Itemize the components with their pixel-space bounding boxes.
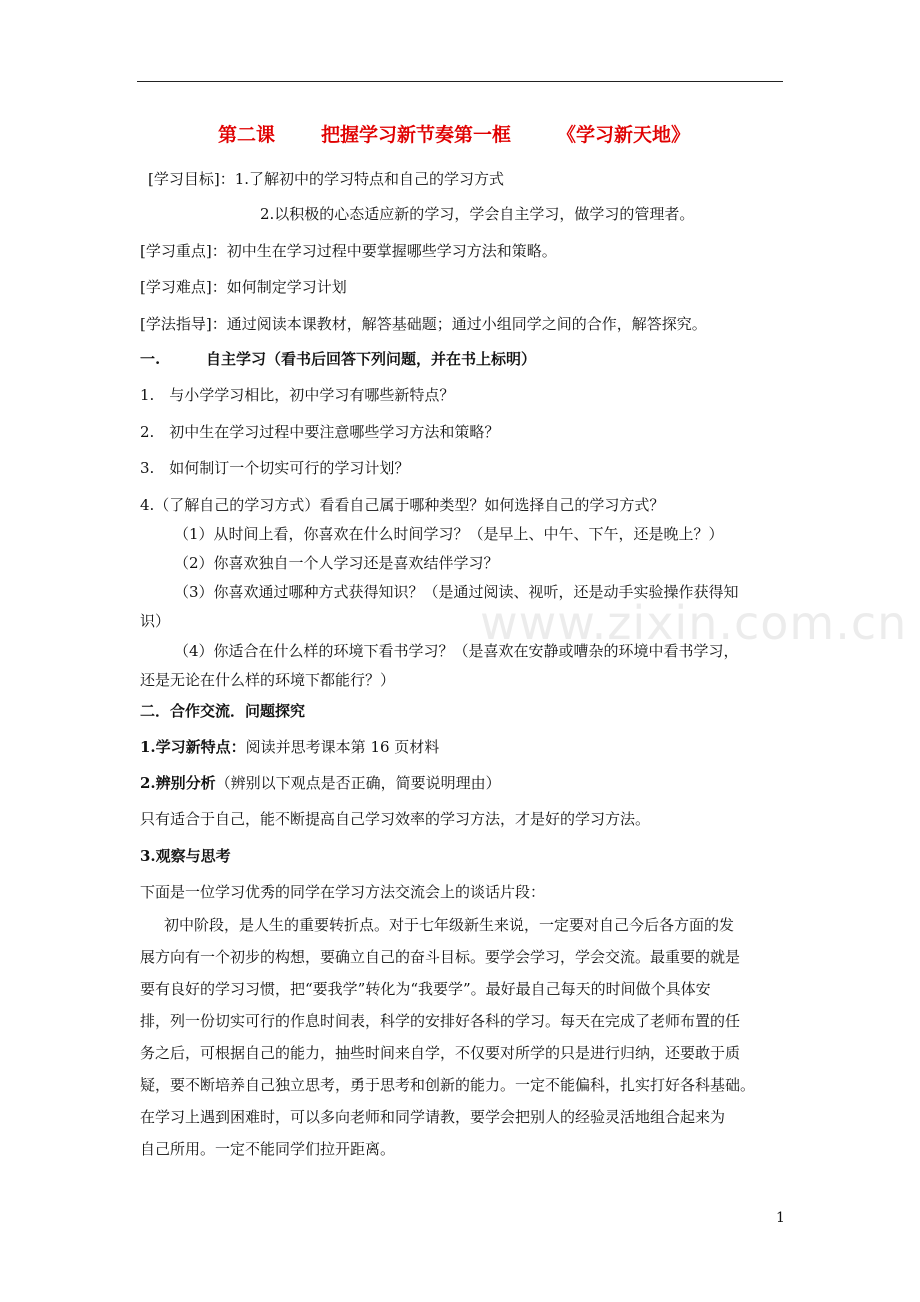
objectives-line-1 xyxy=(148,168,504,190)
passage-line-6: 疑，要不断培养自己独立思考，勇于思考和创新的能力。一定不能偏科，扎实打好各科基础。 xyxy=(140,1076,756,1094)
key-points-text: 初中生在学习过程中要掌握哪些学习方法和策略。 xyxy=(226,242,557,260)
question-4: 4.（了解自己的学习方式）看看自己属于哪种类型？如何选择自己的学习方式？ xyxy=(140,496,665,514)
objectives-item-1: 1.了解初中的学习特点和自己的学习方式 xyxy=(234,170,505,188)
section2-heading: 二．合作交流．问题探究 xyxy=(140,702,306,720)
sub-question-4-line-2: 还是无论在什么样的环境下都能行？） xyxy=(140,671,396,689)
sub-question-2: （2）你喜欢独自一个人学习还是喜欢结伴学习？ xyxy=(174,554,499,572)
section1-heading xyxy=(140,348,536,370)
item-2-label: 2.辨别分析 xyxy=(140,774,216,792)
passage-line-7: 在学习上遇到困难时，可以多向老师和同学请教，要学会把别人的经验灵活地组合起来为 xyxy=(140,1108,726,1126)
sub-question-3-line-1: （3）你喜欢通过哪种方式获得知识？（是通过阅读、视听，还是动手实验操作获得知 xyxy=(174,583,739,601)
objectives-item-2: 2.以积极的心态适应新的学习，学会自主学习，做学习的管理者。 xyxy=(260,205,695,223)
question-2: 2. 初中生在学习过程中要注意哪些学习方法和策略？ xyxy=(140,423,500,441)
key-points xyxy=(140,240,557,262)
header-rule xyxy=(137,81,783,82)
passage-line-2: 展方向有一个初步的构想，要确立自己的奋斗目标。要学会学习，学会交流。最重要的就是 xyxy=(140,948,741,966)
section2-item-1 xyxy=(140,736,439,758)
objectives-label: [学习目标]： xyxy=(148,170,235,188)
section2-item-3: 3.观察与思考 xyxy=(140,847,231,865)
watermark: www.zixin.com.cn xyxy=(480,596,908,650)
item-2-text: （辨别以下观点是否正确，简要说明理由） xyxy=(215,774,501,792)
passage-line-3: 要有良好的学习习惯，把“要我学”转化为“我要学”。最好最自己每天的时间做个具体安 xyxy=(140,980,711,998)
page-number: 1 xyxy=(776,1210,785,1226)
question-3: 3. 如何制订一个切实可行的学习计划？ xyxy=(140,459,410,477)
passage-line-8: 自己所用。一定不能同学们拉开距离。 xyxy=(140,1140,396,1158)
item-3-intro: 下面是一位学习优秀的同学在学习方法交流会上的谈话片段： xyxy=(140,883,546,901)
item-1-label: 1.学习新特点： xyxy=(140,738,246,756)
item-2-statement: 只有适合于自己，能不断提高自己学习效率的学习方法，才是好的学习方法。 xyxy=(140,810,651,828)
passage-line-4: 排，列一份切实可行的作息时间表，科学的安排好各科的学习。每天在完成了老师布置的任 xyxy=(140,1012,741,1030)
sub-question-1: （1）从时间上看，你喜欢在什么时间学习？（是早上、中午、下午，还是晚上？） xyxy=(174,525,724,543)
guidance-label: [学法指导]： xyxy=(140,315,227,333)
item-1-text: 阅读并思考课本第 16 页材料 xyxy=(245,738,440,756)
passage-line-5: 务之后，可根据自己的能力，抽些时间来自学，不仅要对所学的只是进行归纳，还要敢于质 xyxy=(140,1044,741,1062)
passage-line-1: 初中阶段，是人生的重要转折点。对于七年级新生来说，一定要对自己今后各方面的发 xyxy=(164,916,735,934)
difficulties xyxy=(140,276,347,298)
title-topic: 把握学习新节奏第一框 xyxy=(321,124,512,146)
key-points-label: [学习重点]： xyxy=(140,242,227,260)
guidance-text: 通过阅读本课教材，解答基础题；通过小组同学之间的合作，解答探究。 xyxy=(226,315,707,333)
title-lesson: 第二课 xyxy=(218,124,276,146)
question-1: 1. 与小学学习相比，初中学习有哪些新特点？ xyxy=(140,386,455,404)
difficulties-text: 如何制定学习计划 xyxy=(226,278,347,296)
section2-item-2 xyxy=(140,772,501,794)
section1-number: 一. xyxy=(140,350,161,368)
difficulties-label: [学习难点]： xyxy=(140,278,227,296)
section1-title: 自主学习（看书后回答下列问题，并在书上标明） xyxy=(206,350,537,368)
sub-question-4-line-1: （4）你适合在什么样的环境下看书学习？（是喜欢在安静或嘈杂的环境中看书学习， xyxy=(174,642,739,660)
title-book: 《学习新天地》 xyxy=(557,124,691,146)
document-title xyxy=(218,124,690,146)
guidance xyxy=(140,313,707,335)
sub-question-3-line-2: 识） xyxy=(140,612,171,630)
